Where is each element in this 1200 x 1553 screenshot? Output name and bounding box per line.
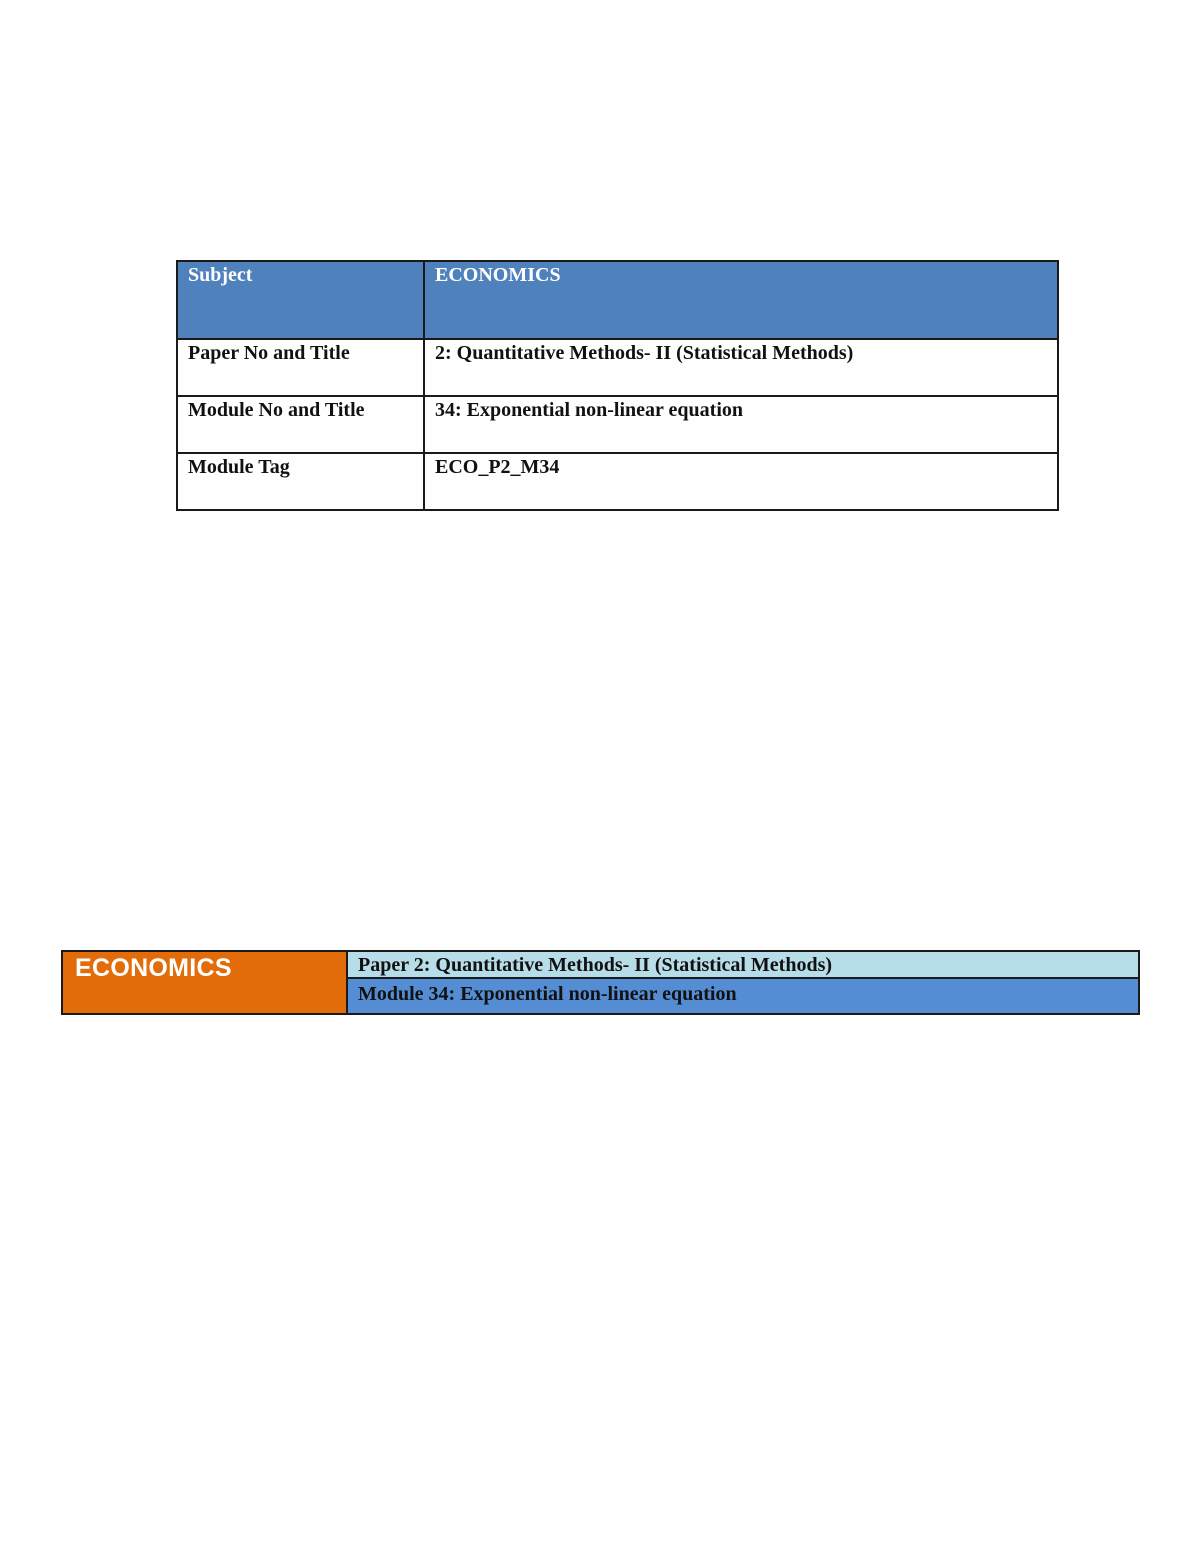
tag-label: Module Tag: [177, 453, 424, 510]
table-row-module: [177, 396, 1058, 453]
subject-label: Subject: [177, 261, 424, 339]
table-row-paper: [177, 339, 1058, 396]
footer-details: [348, 952, 1138, 1013]
footer-paper-title: Paper 2: Quantitative Methods- II (Statistical Methods): [348, 952, 1138, 979]
tag-value: ECO_P2_M34: [424, 453, 1058, 510]
module-value: 34: Exponential non-linear equation: [424, 396, 1058, 453]
paper-label: Paper No and Title: [177, 339, 424, 396]
table-row-tag: [177, 453, 1058, 510]
module-label: Module No and Title: [177, 396, 424, 453]
footer-subject: ECONOMICS: [75, 954, 232, 982]
table-row-subject: [177, 261, 1058, 339]
footer-subject-cell: [63, 952, 348, 1013]
subject-value: ECONOMICS: [424, 261, 1058, 339]
page-footer-banner: [61, 950, 1140, 1015]
paper-value: 2: Quantitative Methods- II (Statistical Methods): [424, 339, 1058, 396]
module-info-table: [176, 260, 1059, 511]
footer-module-title: Module 34: Exponential non-linear equation: [348, 979, 1138, 1013]
